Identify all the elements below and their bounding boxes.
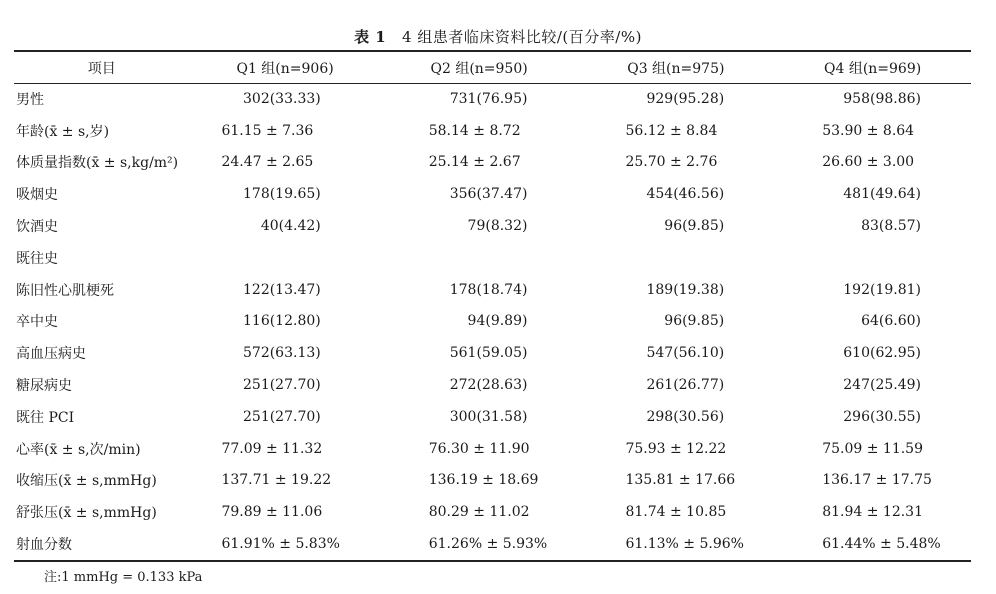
row-label: 体质量指数(x̄ ± s,kg/m²) (16, 155, 179, 172)
cell-q4: 64(6.60) (861, 313, 921, 330)
cell-q1: 116(12.80) (243, 313, 321, 330)
table-row (14, 210, 971, 242)
cell-q3: 96(9.85) (664, 218, 725, 235)
cell-q4: 192(19.81) (843, 281, 921, 298)
table-body (14, 83, 971, 560)
row-label: 吸烟史 (16, 187, 58, 204)
table-row (14, 337, 971, 369)
cell-q2: 272(28.63) (449, 377, 528, 394)
clinical-data-table (14, 52, 971, 560)
table-caption (0, 26, 996, 47)
cell-q4: 296(30.55) (843, 408, 921, 425)
header-q4: Q4 组(n=969) (823, 60, 922, 77)
cell-q4: 26.60 ± 3.00 (822, 154, 915, 171)
table-footnote: 注:1 mmHg = 0.133 kPa (44, 570, 203, 585)
cell-q3: 61.13% ± 5.96% (625, 536, 744, 553)
cell-q4: 481(49.64) (843, 186, 921, 203)
cell-q3: 81.74 ± 10.85 (625, 504, 727, 521)
cell-q2: 80.29 ± 11.02 (428, 504, 530, 521)
table-caption-label: 表 1 (354, 28, 387, 46)
cell-q3: 261(26.77) (646, 377, 725, 394)
table-row (14, 528, 971, 560)
table-row (14, 178, 971, 210)
cell-q4 (774, 242, 971, 274)
cell-q3: 929(95.28) (646, 90, 725, 107)
cell-q2: 300(31.58) (449, 408, 528, 425)
row-label: 卒中史 (16, 314, 58, 331)
table-row (14, 147, 971, 179)
row-label: 男性 (16, 91, 44, 108)
cell-q4: 53.90 ± 8.64 (822, 122, 915, 139)
cell-q1 (189, 242, 380, 274)
cell-q2: 25.14 ± 2.67 (428, 154, 521, 171)
row-label: 年龄(x̄ ± s,岁) (16, 123, 110, 140)
cell-q3: 547(56.10) (646, 345, 725, 362)
cell-q3: 96(9.85) (664, 313, 725, 330)
cell-q2: 136.19 ± 18.69 (428, 472, 539, 489)
cell-q1: 79.89 ± 11.06 (221, 504, 323, 521)
table-row (14, 115, 971, 147)
table-row (14, 433, 971, 465)
cell-q3 (577, 242, 774, 274)
row-label: 饮酒史 (16, 219, 58, 236)
cell-q3: 454(46.56) (646, 186, 725, 203)
cell-q1: 61.91% ± 5.83% (221, 536, 340, 553)
table-row (14, 401, 971, 433)
table-bottom-rule (14, 560, 971, 562)
cell-q3: 298(30.56) (646, 408, 725, 425)
cell-q1: 251(27.70) (243, 408, 321, 425)
header-q3: Q3 组(n=975) (627, 60, 725, 77)
cell-q1: 122(13.47) (243, 281, 321, 298)
row-label: 陈旧性心肌梗死 (16, 282, 114, 299)
header-q1: Q1 组(n=906) (236, 60, 334, 77)
table-row (14, 369, 971, 401)
cell-q3: 56.12 ± 8.84 (625, 122, 718, 139)
row-label: 收缩压(x̄ ± s,mmHg) (16, 473, 157, 490)
header-row (14, 52, 971, 83)
cell-q2: 76.30 ± 11.90 (428, 440, 530, 457)
table-header (14, 52, 971, 83)
cell-q2: 731(76.95) (449, 90, 528, 107)
cell-q4: 958(98.86) (843, 90, 921, 107)
table-row (14, 306, 971, 338)
cell-q4: 75.09 ± 11.59 (822, 440, 923, 457)
cell-q4: 610(62.95) (843, 345, 921, 362)
table-row (14, 274, 971, 306)
cell-q1: 77.09 ± 11.32 (221, 440, 323, 457)
cell-q1: 251(27.70) (243, 377, 321, 394)
row-label: 高血压病史 (16, 346, 86, 363)
row-label: 既往史 (16, 250, 58, 267)
cell-q2: 79(8.32) (467, 218, 528, 235)
cell-q4: 247(25.49) (843, 377, 921, 394)
cell-q2 (381, 242, 578, 274)
cell-q1: 24.47 ± 2.65 (221, 154, 314, 171)
cell-q1: 40(4.42) (260, 218, 321, 235)
table-row (14, 465, 971, 497)
cell-q2: 58.14 ± 8.72 (428, 122, 521, 139)
row-label: 心率(x̄ ± s,次/min) (16, 441, 141, 458)
cell-q4: 61.44% ± 5.48% (822, 536, 941, 553)
cell-q4: 83(8.57) (861, 218, 921, 235)
cell-q2: 94(9.89) (467, 313, 528, 330)
cell-q1: 178(19.65) (243, 186, 321, 203)
cell-q4: 136.17 ± 17.75 (822, 472, 932, 489)
cell-q2: 178(18.74) (449, 281, 528, 298)
row-label: 糖尿病史 (16, 378, 72, 395)
row-label: 既往 PCI (16, 409, 75, 426)
table-caption-title: 4 组患者临床资料比较/(百分率/%) (402, 28, 642, 46)
header-q2: Q2 组(n=950) (430, 60, 528, 77)
cell-q1: 61.15 ± 7.36 (221, 122, 314, 139)
cell-q3: 25.70 ± 2.76 (625, 154, 718, 171)
cell-q2: 356(37.47) (449, 186, 528, 203)
header-item: 项目 (87, 60, 116, 77)
cell-q1: 302(33.33) (243, 90, 321, 107)
row-label: 射血分数 (16, 537, 72, 554)
cell-q3: 75.93 ± 12.22 (625, 440, 727, 457)
cell-q1: 137.71 ± 19.22 (221, 472, 332, 489)
cell-q3: 135.81 ± 17.66 (625, 472, 736, 489)
cell-q2: 561(59.05) (449, 345, 528, 362)
table-row (14, 496, 971, 528)
table-row (14, 242, 971, 274)
row-label: 舒张压(x̄ ± s,mmHg) (16, 505, 157, 522)
cell-q4: 81.94 ± 12.31 (822, 504, 923, 521)
table-row (14, 83, 971, 115)
cell-q3: 189(19.38) (646, 281, 725, 298)
cell-q2: 61.26% ± 5.93% (428, 536, 548, 553)
cell-q1: 572(63.13) (243, 345, 321, 362)
